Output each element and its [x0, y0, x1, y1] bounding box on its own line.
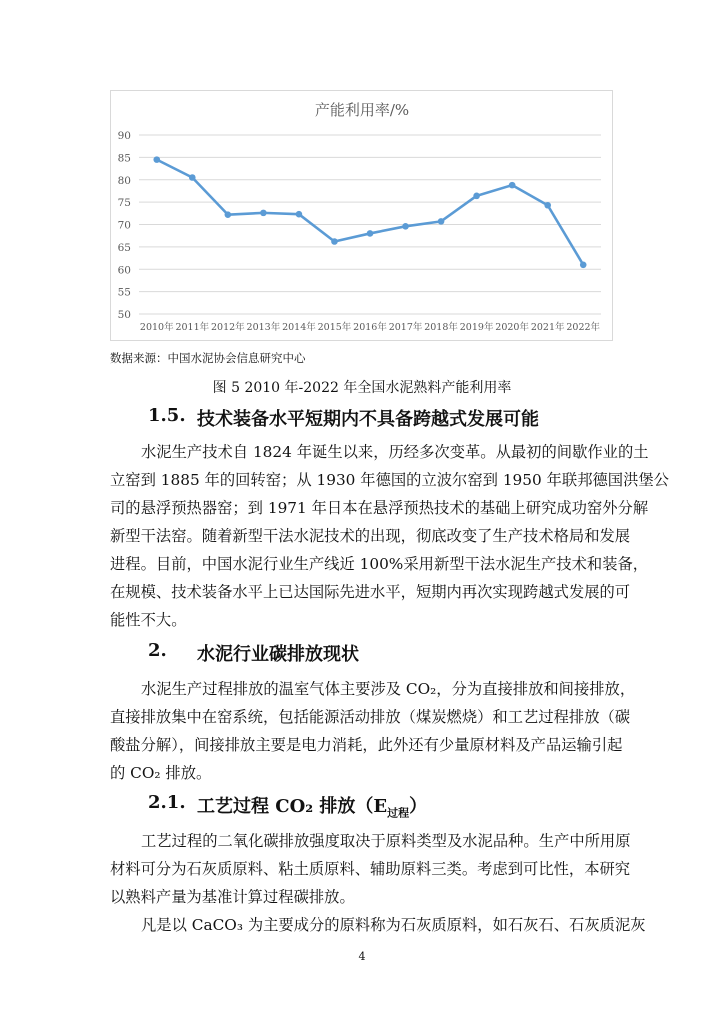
series-line	[157, 160, 583, 265]
data-point	[331, 238, 338, 245]
y-tick-label: 70	[117, 219, 131, 232]
x-tick-label: 2013年	[246, 322, 281, 333]
data-point	[438, 218, 445, 225]
heading-title	[197, 792, 427, 821]
data-point	[296, 211, 303, 218]
text-line: 立窑到 1885 年的回转窑；从 1930 年德国的立波尔窑到 1950 年联邦德国洪堡公	[110, 471, 669, 489]
heading-number: 2.1.	[148, 792, 186, 813]
chart-svg	[111, 91, 614, 342]
heading-text: 工艺过程 CO₂ 排放（E	[197, 796, 388, 817]
heading-title: 技术装备水平短期内不具备跨越式发展可能	[197, 409, 539, 430]
x-tick-label: 2015年	[317, 322, 352, 333]
chart-title: 产能利用率/%	[314, 101, 410, 119]
data-point	[153, 156, 160, 163]
heading-tail: ）	[409, 796, 428, 817]
text-line: 水泥生产技术自 1824 年诞生以来，历经多次变革。从最初的间歇作业的土	[141, 443, 649, 461]
y-tick-label: 50	[117, 309, 131, 321]
heading-subscript: 过程	[387, 806, 410, 820]
data-point	[544, 202, 551, 209]
x-tick-label: 2021年	[530, 322, 565, 333]
page-number: 4	[358, 950, 366, 963]
x-tick-label: 2012年	[211, 322, 245, 333]
data-point	[402, 223, 409, 230]
text-line: 进程。目前，中国水泥行业生产线近 100%采用新型干法水泥生产技术和装备，	[110, 555, 649, 573]
data-point	[225, 211, 232, 218]
heading-title: 水泥行业碳排放现状	[197, 644, 359, 665]
text-line: 司的悬浮预热器窑；到 1971 年日本在悬浮预热技术的基础上研究成功窑外分解	[110, 499, 649, 517]
x-tick-label: 2017年	[388, 322, 423, 333]
heading-number: 1.5.	[148, 405, 186, 426]
text-line: 材料可分为石灰质原料、粘土质原料、辅助原料三类。考虑到可比性，本研究	[110, 860, 631, 878]
text-line: 酸盐分解），间接排放主要是电力消耗，此外还有少量原材料及产品运输引起	[110, 736, 623, 754]
y-tick-label: 90	[117, 130, 131, 142]
text-line: 的 CO₂ 排放。	[110, 764, 212, 782]
data-point	[367, 230, 374, 237]
y-tick-label: 65	[117, 241, 131, 254]
text-line: 工艺过程的二氧化碳排放强度取决于原料类型及水泥品种。生产中所用原	[141, 832, 631, 850]
text-line: 直接排放集中在窑系统，包括能源活动排放（煤炭燃烧）和工艺过程排放（碳	[110, 708, 631, 726]
x-tick-label: 2014年	[282, 322, 316, 333]
x-tick-label: 2020年	[495, 322, 529, 333]
x-tick-label: 2011年	[175, 322, 210, 333]
text-line: 在规模、技术装备水平上已达国际先进水平，短期内再次实现跨越式发展的可	[110, 583, 631, 601]
text-line: 新型干法窑。随着新型干法水泥技术的出现，彻底改变了生产技术格局和发展	[110, 527, 631, 545]
text-line: 水泥生产过程排放的温室气体主要涉及 CO₂，分为直接排放和间接排放，	[141, 680, 636, 698]
y-tick-label: 60	[117, 264, 131, 277]
text-line: 能性不大。	[110, 611, 187, 629]
data-point	[260, 210, 267, 217]
x-tick-label: 2022年	[566, 322, 601, 333]
data-point	[473, 193, 480, 200]
y-tick-label: 55	[117, 286, 131, 299]
text-line: 凡是以 CaCO₃ 为主要成分的原料称为石灰质原料，如石灰石、石灰质泥灰	[141, 916, 646, 934]
data-source-note: 数据来源：中国水泥协会信息研究中心	[110, 351, 306, 365]
figure-caption: 图 5 2010 年-2022 年全国水泥熟料产能利用率	[212, 380, 512, 396]
y-tick-label: 85	[117, 152, 131, 165]
x-tick-label: 2019年	[459, 322, 494, 333]
data-point	[189, 174, 196, 181]
y-tick-label: 75	[117, 197, 131, 210]
data-point	[580, 261, 587, 268]
x-tick-label: 2016年	[353, 322, 387, 333]
capacity-utilization-chart	[110, 90, 613, 341]
text-line: 以熟料产量为基准计算过程碳排放。	[110, 888, 355, 906]
y-tick-label: 80	[117, 174, 131, 187]
x-tick-label: 2010年	[139, 322, 174, 333]
heading-number: 2.	[148, 640, 167, 661]
x-tick-label: 2018年	[424, 322, 458, 333]
data-point	[509, 182, 516, 189]
